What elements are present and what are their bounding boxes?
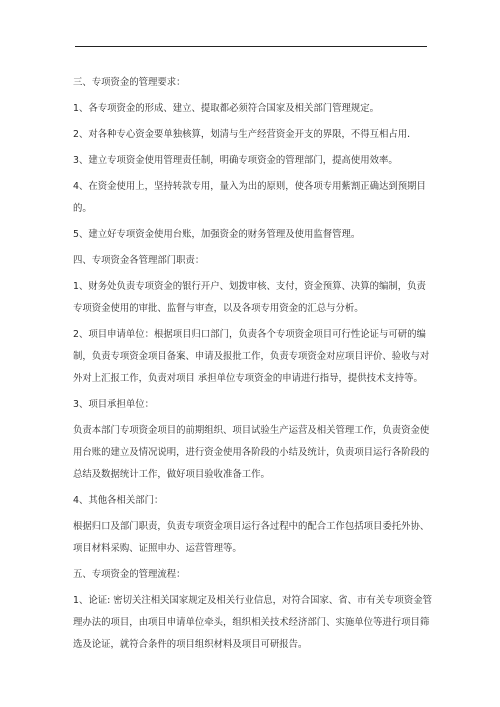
paragraph: 2、对各种专心资金要单独核算，划清与生产经营资金开支的界限，不得互相占用． bbox=[73, 129, 417, 140]
paragraph: 根据归口及部门职责，负责专项资金项目运行各过程中的配合工作包括项目委托外协、项目材料采购、证照申办、运营管理等。 bbox=[73, 521, 430, 554]
paragraph: 3、项目承担单位： bbox=[73, 399, 154, 410]
document-body bbox=[73, 72, 433, 656]
section-heading: 三、专项资金的管理要求： bbox=[73, 77, 186, 88]
paragraph: 4、在资金使用上，坚持转款专用，量入为出的原则，使各项专用紫割正确达到预期目的。 bbox=[73, 181, 426, 214]
section-heading: 五、专项资金的管理流程： bbox=[73, 569, 186, 580]
paragraph: 1、财务处负责专项资金的银行开户、划拨审核、支付，资金预算、决算的编制，负责专项资金使用的审批、监督与审查，以及各项专用资金的汇总与分析。 bbox=[73, 281, 426, 314]
paragraph: 3、建立专项资金使用管理责任制，明确专项资金的管理部门，提高使用效率。 bbox=[73, 155, 398, 166]
paragraph: 1、论证: 密切关注相关国家规定及相关行业信息，对符合国家、省、市有关专项资金管理办法的项目，由项目申请单位牵头，组织相关技术经济部门、实施单位等进行项目筛选及论证，就符合条件的项目组织材料及项目可研报告。 bbox=[73, 595, 432, 650]
section-heading: 四、专项资金各管理部门职责： bbox=[73, 255, 205, 266]
paragraph: 2、项目申请单位：根据项目归口部门，负责各个专项资金项目可行性论证与可研的编制，负责专项资金项目备案、申请及报批工作，负责专项资金对应项目评价、验收与对外对上汇报工作，负责对项目 承担单位专项资金的申请进行指导，提供技术支持等。 bbox=[73, 329, 430, 384]
paragraph: 5、建立好专项资金使用台账，加强资金的财务管理及使用监督管理。 bbox=[73, 229, 361, 240]
paragraph: 4、其他各相关部门： bbox=[73, 495, 164, 506]
header-rule bbox=[75, 46, 427, 47]
paragraph: 负责本部门专项资金项目的前期组织、项目试验生产运营及相关管理工作，负责资金使用台账的建立及情况说明，进行资金使用各阶段的小结及统计，负责项目运行各阶段的总结及数据统计工作，做好项目验收准备工作。 bbox=[73, 425, 430, 480]
paragraph: 1、各专项资金的形成、建立、提取都必须符合国家及相关部门管理规定。 bbox=[73, 103, 379, 114]
